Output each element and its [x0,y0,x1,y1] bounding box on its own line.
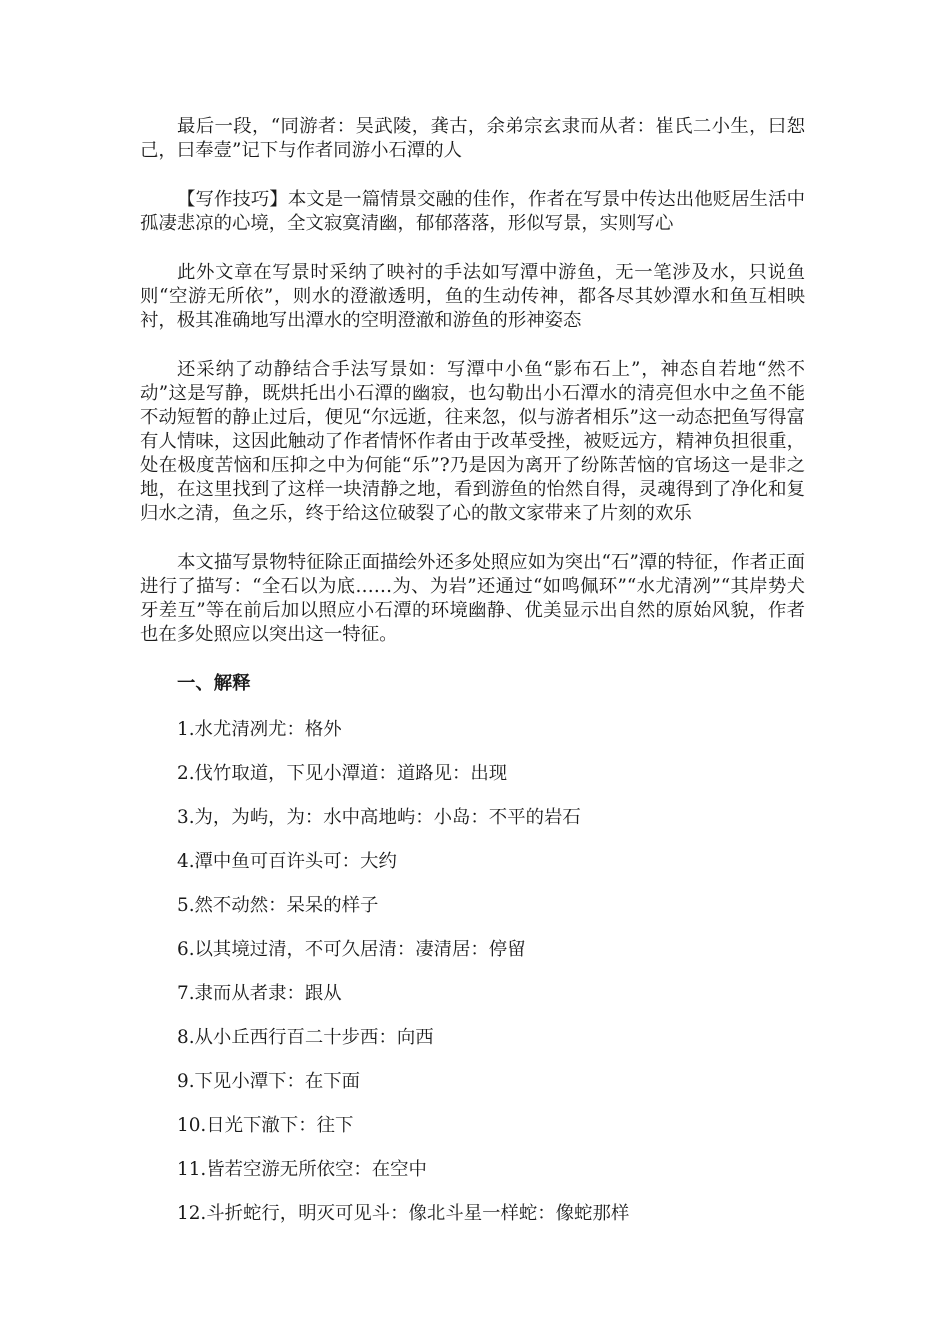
paragraph-contrast-technique: 此外文章在写景时采纳了映衬的手法如写潭中游鱼，无一笔涉及水，只说鱼则“空游无所依”，则水的澄澈透明，鱼的生动传神，都各尽其妙潭水和鱼互相映衬，极其准确地写出潭水的空明澄澈和游鱼的形神姿态 [140,262,805,331]
list-item: 6.以其境过清，不可久居清：凄清居：停留 [177,939,526,960]
paragraph-writing-technique: 【写作技巧】本文是一篇情景交融的佳作，作者在写景中传达出他贬居生活中孤凄悲凉的心境，全文寂寞清幽，郁郁落落，形似写景，实则写心 [140,189,805,234]
list-item: 10.日光下澈下：往下 [177,1115,354,1136]
paragraph-scene-features: 本文描写景物特征除正面描绘外还多处照应如为突出“石”潭的特征，作者正面进行了描写：“全石以为底……为、为岩”还通过“如鸣佩环”“水尤清冽”“其岸势犬牙差互”等在前后加以照应小石潭的环境幽静、优美显示出自然的原始风貌，作者也在多处照应以突出这一特征。 [140,552,805,645]
list-item: 8.从小丘西行百二十步西：向西 [177,1027,434,1048]
section-heading-explanation: 一、解释 [177,673,251,694]
document-page [140,115,805,1246]
explanation-list [140,718,805,1246]
list-item: 1.水尤清冽尤：格外 [177,719,342,740]
paragraph-companions: 最后一段，“同游者：吴武陵，龚古，余弟宗玄隶而从者：崔氏二小生，曰恕己，曰奉壹”记下与作者同游小石潭的人 [140,116,805,161]
list-item: 3.为，为屿，为：水中高地屿：小岛：不平的岩石 [177,807,581,828]
paragraph-motion-stillness: 还采纳了动静结合手法写景如：写潭中小鱼“影布石上”，神态自若地“然不动”这是写静，既烘托出小石潭的幽寂，也勾勒出小石潭水的清亮但水中之鱼不能不动短暂的静止过后，便见“尔远逝，往来忽，似与游者相乐”这一动态把鱼写得富有人情味，这因此触动了作者情怀作者由于改革受挫，被贬远方，精神负担很重，处在极度苦恼和压抑之中为何能“乐”?乃是因为离开了纷陈苦恼的官场这一是非之地，在这里找到了这样一块清静之地，看到游鱼的怡然自得，灵魂得到了净化和复归水之清，鱼之乐，终于给这位破裂了心的散文家带来了片刻的欢乐 [140,359,805,524]
list-item: 5.然不动然：呆呆的样子 [177,895,379,916]
list-item: 2.伐竹取道，下见小潭道：道路见：出现 [177,763,508,784]
list-item: 7.隶而从者隶：跟从 [177,983,342,1004]
list-item: 12.斗折蛇行，明灭可见斗：像北斗星一样蛇：像蛇那样 [177,1203,630,1224]
list-item: 9.下见小潭下：在下面 [177,1071,361,1092]
list-item: 11.皆若空游无所依空：在空中 [177,1159,427,1180]
list-item: 4.潭中鱼可百许头可：大约 [177,851,397,872]
